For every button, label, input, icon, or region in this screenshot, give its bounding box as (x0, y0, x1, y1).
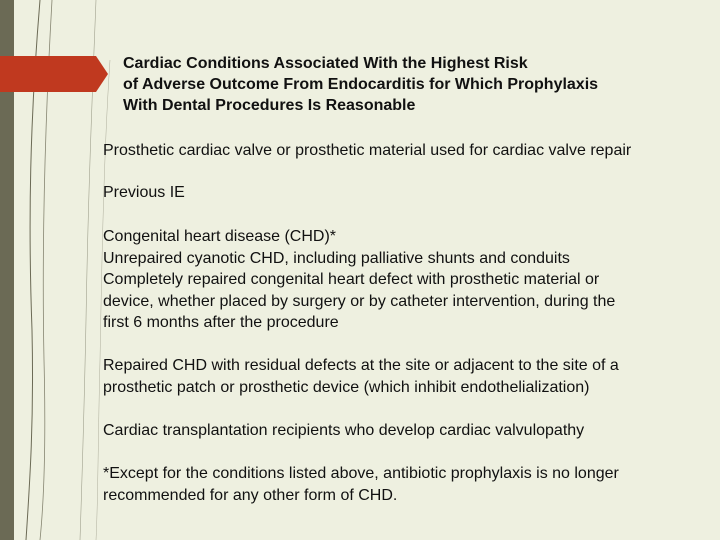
title-accent-tab (0, 56, 108, 92)
chd-completely-repaired: first 6 months after the procedure (103, 314, 339, 331)
footnote (103, 463, 703, 506)
chd-residual-line: Repaired CHD with residual defects at the site or adjacent to the site of a (103, 357, 619, 374)
title-line: of Adverse Outcome From Endocarditis for Which Prophylaxis (123, 76, 599, 93)
item-chd (103, 226, 693, 334)
chd-heading: Congenital heart disease (CHD)* (103, 228, 336, 245)
footnote-line: *Except for the conditions listed above, antibiotic prophylaxis is no longer (103, 465, 619, 482)
item-transplant: Cardiac transplantation recipients who develop cardiac valvulopathy (103, 422, 585, 439)
chd-completely-repaired: device, whether placed by surgery or by catheter intervention, during the (103, 292, 616, 310)
title-line: With Dental Procedures Is Reasonable (123, 97, 416, 114)
item-previous-ie: Previous IE (103, 184, 185, 201)
item-chd-residual (103, 355, 693, 398)
title-line: Cardiac Conditions Associated With the Highest Risk (123, 55, 528, 72)
footnote-line: recommended for any other form of CHD. (103, 486, 398, 504)
chd-residual-line: prosthetic patch or prosthetic device (which inhibit endothelialization) (103, 378, 590, 396)
chd-unrepaired: Unrepaired cyanotic CHD, including palliative shunts and conduits (103, 249, 570, 267)
item-prosthetic-valve: Prosthetic cardiac valve or prosthetic material used for cardiac valve repair (103, 142, 632, 159)
slide-title (123, 53, 703, 116)
chd-completely-repaired: Completely repaired congenital heart defect with prosthetic material or (103, 271, 600, 288)
